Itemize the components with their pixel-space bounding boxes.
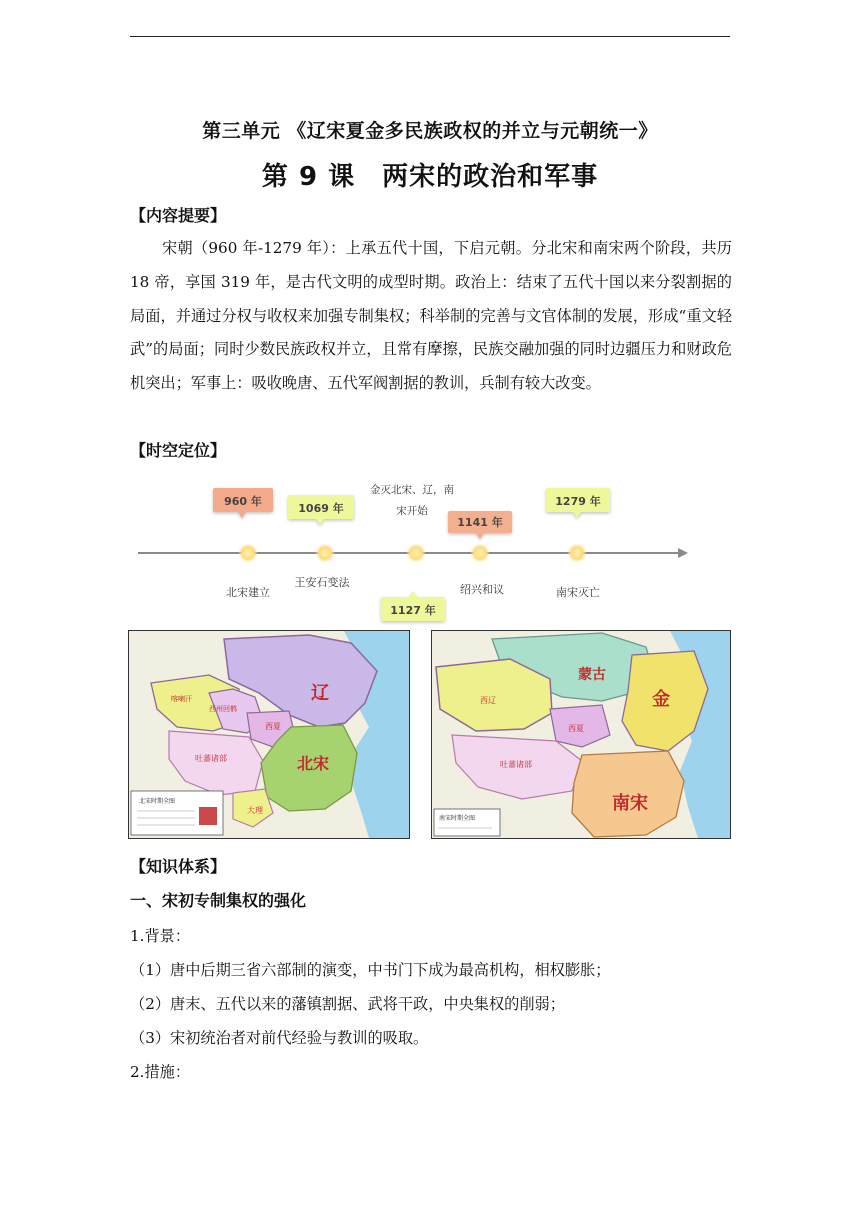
content-summary-heading: 【内容提要】 (130, 206, 227, 225)
item-2-title: 2.措施： (130, 1063, 191, 1081)
map-label-liao: 辽 (311, 683, 329, 704)
timeline-dot-1141 (470, 543, 490, 563)
timeline-graphic (130, 472, 730, 628)
year-960: 960 年 (224, 495, 262, 508)
item-1-title: 1.背景： (130, 927, 191, 945)
map-label-xiliao: 西辽 (480, 696, 496, 705)
timeline (130, 472, 730, 628)
map-label-tubo: 吐蕃诸部 (195, 754, 227, 763)
point-1: （1）唐中后期三省六部制的演变，中书门下成为最高机构，相权膨胀； (130, 961, 611, 979)
map-label-dali: 大理 (247, 806, 263, 815)
map-label-jin: 金 (652, 689, 670, 710)
map-legend-title: 南宋时期全图 (439, 815, 476, 822)
map-legend-title: 北宋时期全图 (139, 798, 176, 805)
year-1279: 1279 年 (555, 495, 601, 508)
label-960: 北宋建立 (226, 586, 270, 599)
unit-title: 第三单元 《辽宋夏金多民族政权的并立与元朝统一》 (202, 120, 658, 142)
point-3: （3）宋初统治者对前代经验与教训的吸取。 (130, 1029, 429, 1047)
note-1127-line2: 宋开始 (396, 505, 428, 517)
year-1127: 1127 年 (390, 604, 436, 617)
map-legend (434, 809, 500, 836)
timeline-arrow (678, 548, 688, 558)
point-2: （2）唐末、五代以来的藩镇割据、武将干政，中央集权的削弱； (130, 995, 565, 1013)
map-label-kara: 喀喇汗 (171, 695, 192, 703)
year-1069: 1069 年 (298, 502, 344, 515)
timeline-dot-960 (238, 543, 258, 563)
southern-song-map (431, 630, 731, 839)
header-rule (130, 36, 730, 37)
map-label-tubo: 吐蕃诸部 (500, 760, 532, 769)
lesson-title: 第 9 课 两宋的政治和军事 (261, 162, 599, 192)
year-1141: 1141 年 (457, 516, 503, 529)
map-label-xizhou: 西州回鹘 (209, 705, 237, 713)
label-1069: 王安石变法 (294, 576, 350, 589)
knowledge-heading: 【知识体系】 (130, 857, 227, 876)
map-label-xixia: 西夏 (265, 722, 281, 731)
seal-icon (199, 807, 217, 825)
timeline-dot-1127 (406, 543, 426, 563)
map-label-xixia: 西夏 (568, 724, 584, 733)
note-1127-line1: 金灭北宋、辽，南 (370, 484, 454, 496)
label-1141: 绍兴和议 (460, 583, 504, 596)
map-label-song: 北宋 (297, 754, 330, 773)
map-label-southern-song: 南宋 (612, 793, 648, 814)
northern-song-map (128, 630, 410, 839)
timeline-dot-1279 (567, 543, 587, 563)
map-label-mongol: 蒙古 (578, 667, 606, 683)
section-1-title: 一、宋初专制集权的强化 (130, 891, 307, 910)
timeline-dot-1069 (315, 543, 335, 563)
label-1279: 南宋灭亡 (556, 586, 600, 599)
content-summary-text: 宋朝（960 年-1279 年）：上承五代十国，下启元朝。分北宋和南宋两个阶段，共历 18 帝，享国 319 年，是古代文明的成型时期。政治上：结束了五代十国以来分裂割据的局面，并通过分权与收权来加强专制集权；科举制的完善与文官体制的发展，形成“重文轻武”的局面；同时少数民族政权并立，且常有摩擦，民族交融加强的同时边疆压力和财政危机突出；军事上：吸收晚唐、五代军阀割据的教训，兵制有较大改变。 (130, 239, 732, 393)
spacetime-heading: 【时空定位】 (130, 441, 227, 460)
